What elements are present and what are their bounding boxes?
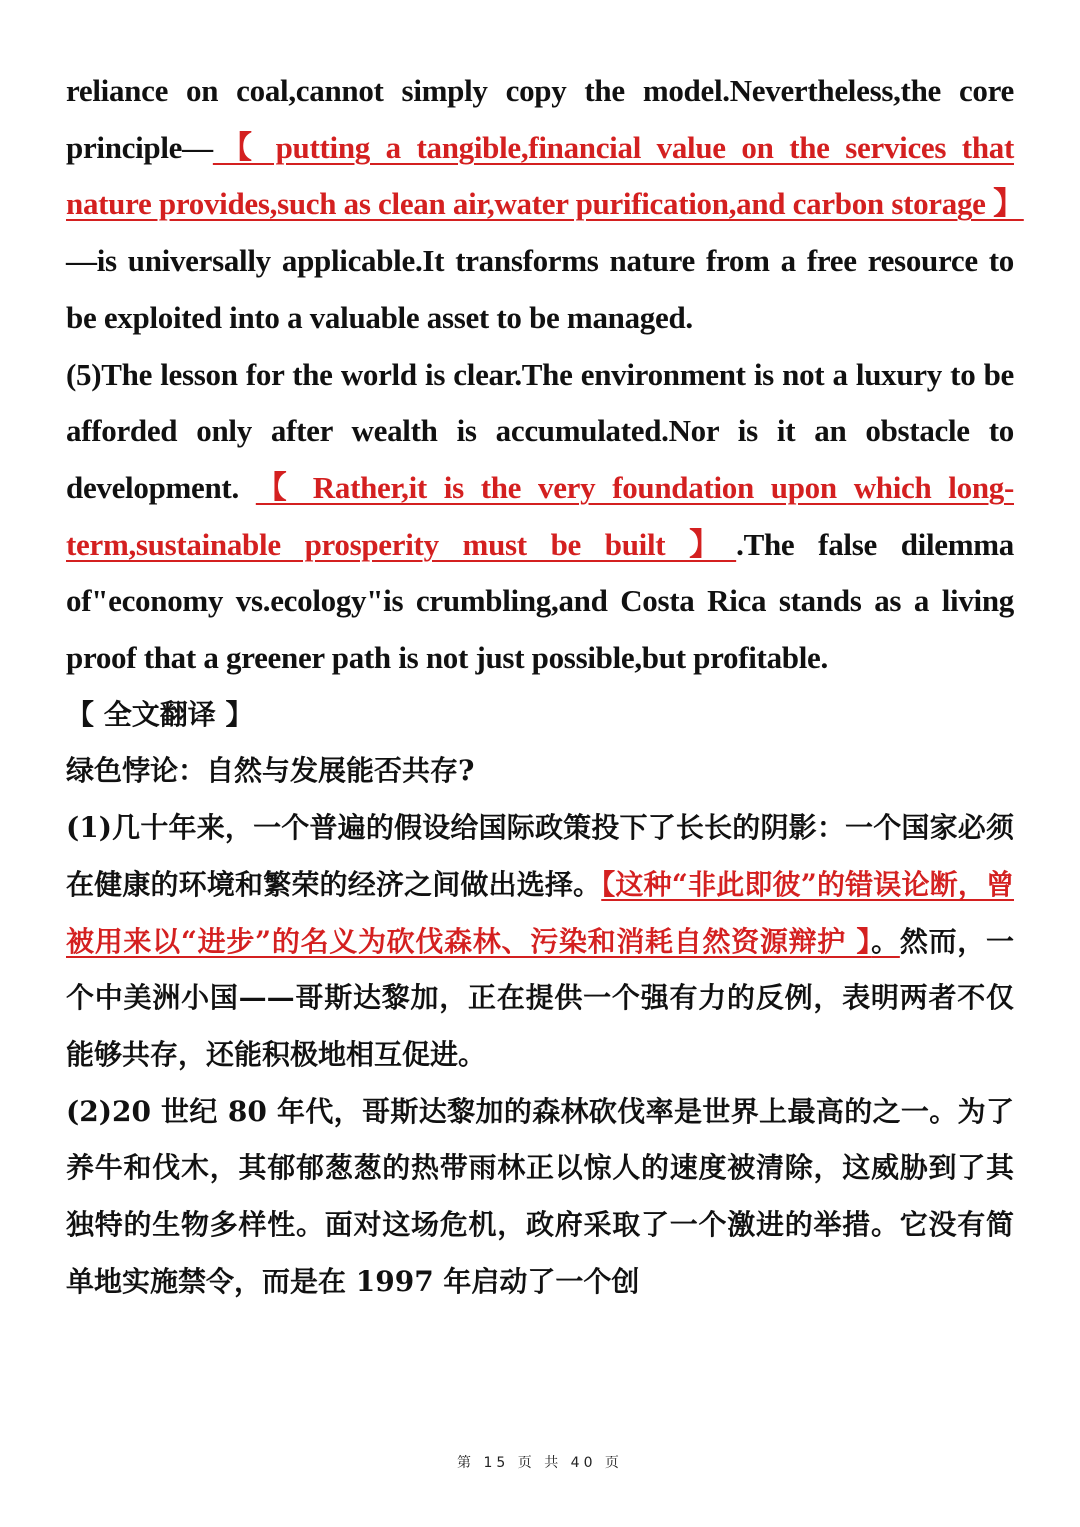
paragraph-text: reliance on coal,cannot simply copy the model.Nevertheless,the core principle—	[66, 73, 1014, 165]
paragraph-text: .The false dilemma of"economy vs.ecology"is crumbling,and Costa Rica stands as a living proof that a greener path is not just possible,but profitable.	[66, 526, 1014, 676]
paragraph-4-continued	[66, 63, 1024, 347]
highlighted-answer: 【 putting a tangible,financial value on the services that nature provides,such as clean air,water purification,and carbon storage 】	[66, 129, 1024, 222]
page-content	[66, 63, 1024, 1310]
paragraph-text: (5)The lesson for the world is clear.The environment is not a luxury to be afforded only after wealth is accumulated.Nor is it an obstacle to development.	[66, 356, 1014, 505]
highlighted-answer: 【 Rather,it is the very foundation upon which long-term,sustainable prosperity must be built 】	[66, 469, 1014, 562]
translation-heading: 【 全文翻译 】	[66, 697, 254, 731]
paragraph-text: (1)几十年来，一个普遍的假设给国际政策投下了长长的阴影：一个国家必须在健康的环境和繁荣的经济之间做出选择。	[66, 811, 1014, 901]
paragraph-5	[66, 347, 1014, 687]
highlighted-answer: 【这种“非此即彼”的错误论断，曾被用来以“进步”的名义为砍伐森林、污染和消耗自然资源辩护 】	[66, 867, 1014, 958]
paragraph-text: —is universally applicable.It transforms nature from a free resource to be exploited into a valuable asset to be managed.	[66, 243, 1014, 335]
paragraph-text: 。	[871, 924, 900, 958]
translation-paragraph-1	[66, 800, 1014, 1084]
translation-title: 绿色悖论：自然与发展能否共存?	[66, 754, 475, 788]
page-number-footer: 第 15 页 共 40 页	[457, 1455, 623, 1471]
translation-paragraph-2: (2)20 世纪 80 年代，哥斯达黎加的森林砍伐率是世界上最高的之一。为了养牛和伐木，其郁郁葱葱的热带雨林正以惊人的速度被清除，这威胁到了其独特的生物多样性。面对这场危机，政府采取了一个激进的举措。它没有简单地实施禁令，而是在 1997 年启动了一个创	[66, 1094, 1014, 1298]
paragraph-text: 然而，一个中美洲小国——哥斯达黎加，正在提供一个强有力的反例，表明两者不仅能够共存，还能积极地相互促进。	[66, 924, 1014, 1071]
